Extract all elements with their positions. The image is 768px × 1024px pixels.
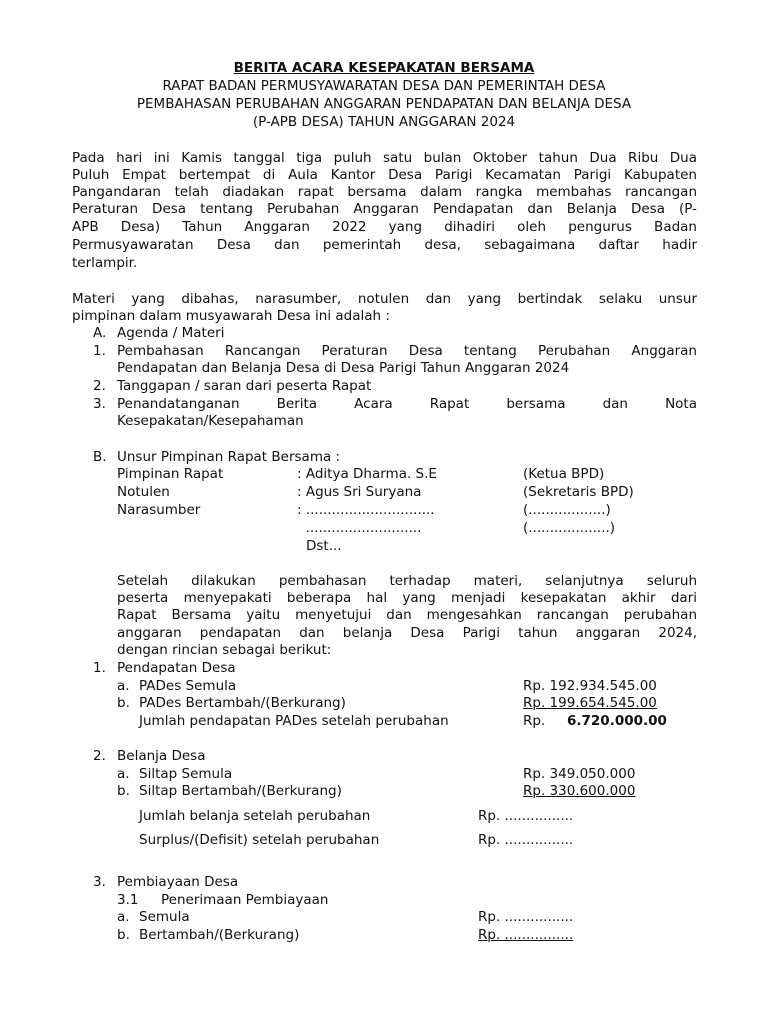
intro-line: terlampir. <box>72 255 138 271</box>
pimpinan-value: : Aditya Dharma. S.E <box>297 466 437 482</box>
list-item-line: Kesepakatan/Kesepahaman <box>117 413 304 429</box>
pimpinan-role: (Ketua BPD) <box>523 466 605 482</box>
dst-text: Dst... <box>306 538 342 554</box>
list-marker: b. <box>117 783 130 799</box>
pembiayaan-semula-label: Semula <box>139 909 190 925</box>
materi-line: pimpinan dalam musyawarah Desa ini adalah : <box>72 308 390 324</box>
list-number: 1. <box>93 660 106 676</box>
pades-total-value: 6.720.000.00 <box>567 713 667 729</box>
list-item-line: Pembahasan Rancangan Peraturan Desa tentang Perubahan Anggaran <box>117 343 697 359</box>
penerimaan-heading: Penerimaan Pembiayaan <box>161 892 329 908</box>
document-title: BERITA ACARA KESEPAKATAN BERSAMA <box>233 60 535 76</box>
siltap-bertambah-label: Siltap Bertambah/(Berkurang) <box>139 783 342 799</box>
intro-line: Pada hari ini Kamis tanggal tiga puluh satu bulan Oktober tahun Dua Ribu Dua <box>72 150 697 166</box>
list-number: 2. <box>93 748 106 764</box>
pades-total-label: Jumlah pendapatan PADes setelah perubahan <box>139 713 449 729</box>
list-item-line: Tanggapan / saran dari peserta Rapat <box>117 378 372 394</box>
jumlah-belanja-value: Rp. ................ <box>478 808 574 824</box>
list-number: 2. <box>93 378 106 394</box>
intro-line: Puluh Empat bertempat di Aula Kantor Desa Parigi Kecamatan Parigi Kabupaten <box>72 167 697 183</box>
intro-line: Peraturan Desa tentang Perubahan Anggaran Pendapatan dan Belanja Desa (P- <box>72 201 697 217</box>
pades-bertambah-value: Rp. 199.654.545.00 <box>523 695 657 711</box>
intro-line: Pangandaran telah diadakan rapat bersama dalam rangka membahas rancangan <box>72 184 697 200</box>
list-marker: a. <box>117 909 130 925</box>
list-number: 3. <box>93 396 106 412</box>
pendapatan-heading: Pendapatan Desa <box>117 660 236 676</box>
surplus-value: Rp. ................ <box>478 832 574 848</box>
intro-line: Permusyawaratan Desa dan pemerintah desa, sebagaimana daftar hadir <box>72 237 697 253</box>
pades-semula-value: Rp. 192.934.545.00 <box>523 678 657 694</box>
list-marker: b. <box>117 695 130 711</box>
pades-bertambah-label: PADes Bertambah/(Berkurang) <box>139 695 346 711</box>
pembiayaan-semula-value: Rp. ................ <box>478 909 574 925</box>
section-marker: B. <box>93 449 107 465</box>
siltap-semula-value: Rp. 349.050.000 <box>523 766 636 782</box>
setelah-line: anggaran pendapatan dan belanja Desa Parigi tahun anggaran 2024, <box>117 625 697 641</box>
list-marker: b. <box>117 927 130 943</box>
list-item-line: Pendapatan dan Belanja Desa di Desa Parigi Tahun Anggaran 2024 <box>117 360 570 376</box>
list-item-line: Penandatanganan Berita Acara Rapat bersama dan Nota <box>117 396 697 412</box>
document-subtitle-1: RAPAT BADAN PERMUSYAWARATAN DESA DAN PEMERINTAH DESA <box>162 78 606 94</box>
pimpinan-role: (Sekretaris BPD) <box>523 484 634 500</box>
setelah-line: peserta menyepakati beberapa hal yang menjadi kesepakatan akhir dari <box>117 590 697 606</box>
pimpinan-label: Notulen <box>117 484 170 500</box>
section-marker: A. <box>93 325 107 341</box>
list-marker: a. <box>117 766 130 782</box>
pimpinan-value: ........................... <box>297 520 422 536</box>
intro-line: APB Desa) Tahun Anggaran 2022 yang dihadiri oleh pengurus Badan <box>72 219 697 235</box>
setelah-line: Setelah dilakukan pembahasan terhadap materi, selanjutnya seluruh <box>117 573 697 589</box>
surplus-label: Surplus/(Defisit) setelah perubahan <box>139 832 380 848</box>
siltap-bertambah-value: Rp. 330.600.000 <box>523 783 636 799</box>
setelah-line: Rapat Bersama yaitu menyetujui dan mengesahkan rancangan perubahan <box>117 607 697 623</box>
jumlah-belanja-label: Jumlah belanja setelah perubahan <box>139 808 371 824</box>
list-number: 3. <box>93 874 106 890</box>
belanja-heading: Belanja Desa <box>117 748 206 764</box>
materi-line: Materi yang dibahas, narasumber, notulen dan yang bertindak selaku unsur <box>72 291 697 307</box>
pimpinan-value: : Agus Sri Suryana <box>297 484 422 500</box>
pades-semula-label: PADes Semula <box>139 678 237 694</box>
pimpinan-value: : .............................. <box>297 502 435 518</box>
pimpinan-label: Pimpinan Rapat <box>117 466 224 482</box>
pades-total-rp: Rp. <box>523 713 546 729</box>
document-subtitle-2: PEMBAHASAN PERUBAHAN ANGGARAN PENDAPATAN DAN BELANJA DESA <box>136 96 632 112</box>
sub-number: 3.1 <box>117 892 139 908</box>
setelah-line: dengan rincian sebagai berikut: <box>117 642 332 658</box>
pimpinan-role: (..................) <box>523 502 611 518</box>
pembiayaan-heading: Pembiayaan Desa <box>117 874 239 890</box>
pimpinan-label: Narasumber <box>117 502 201 518</box>
list-number: 1. <box>93 343 106 359</box>
list-marker: a. <box>117 678 130 694</box>
pembiayaan-bertambah-label: Bertambah/(Berkurang) <box>139 927 300 943</box>
pimpinan-role: (...................) <box>523 520 616 536</box>
pembiayaan-bertambah-value: Rp. ................ <box>478 927 574 943</box>
document-subtitle-3: (P-APB DESA) TAHUN ANGGARAN 2024 <box>252 114 516 130</box>
siltap-semula-label: Siltap Semula <box>139 766 233 782</box>
pimpinan-heading: Unsur Pimpinan Rapat Bersama : <box>117 449 341 465</box>
agenda-heading: Agenda / Materi <box>117 325 225 341</box>
